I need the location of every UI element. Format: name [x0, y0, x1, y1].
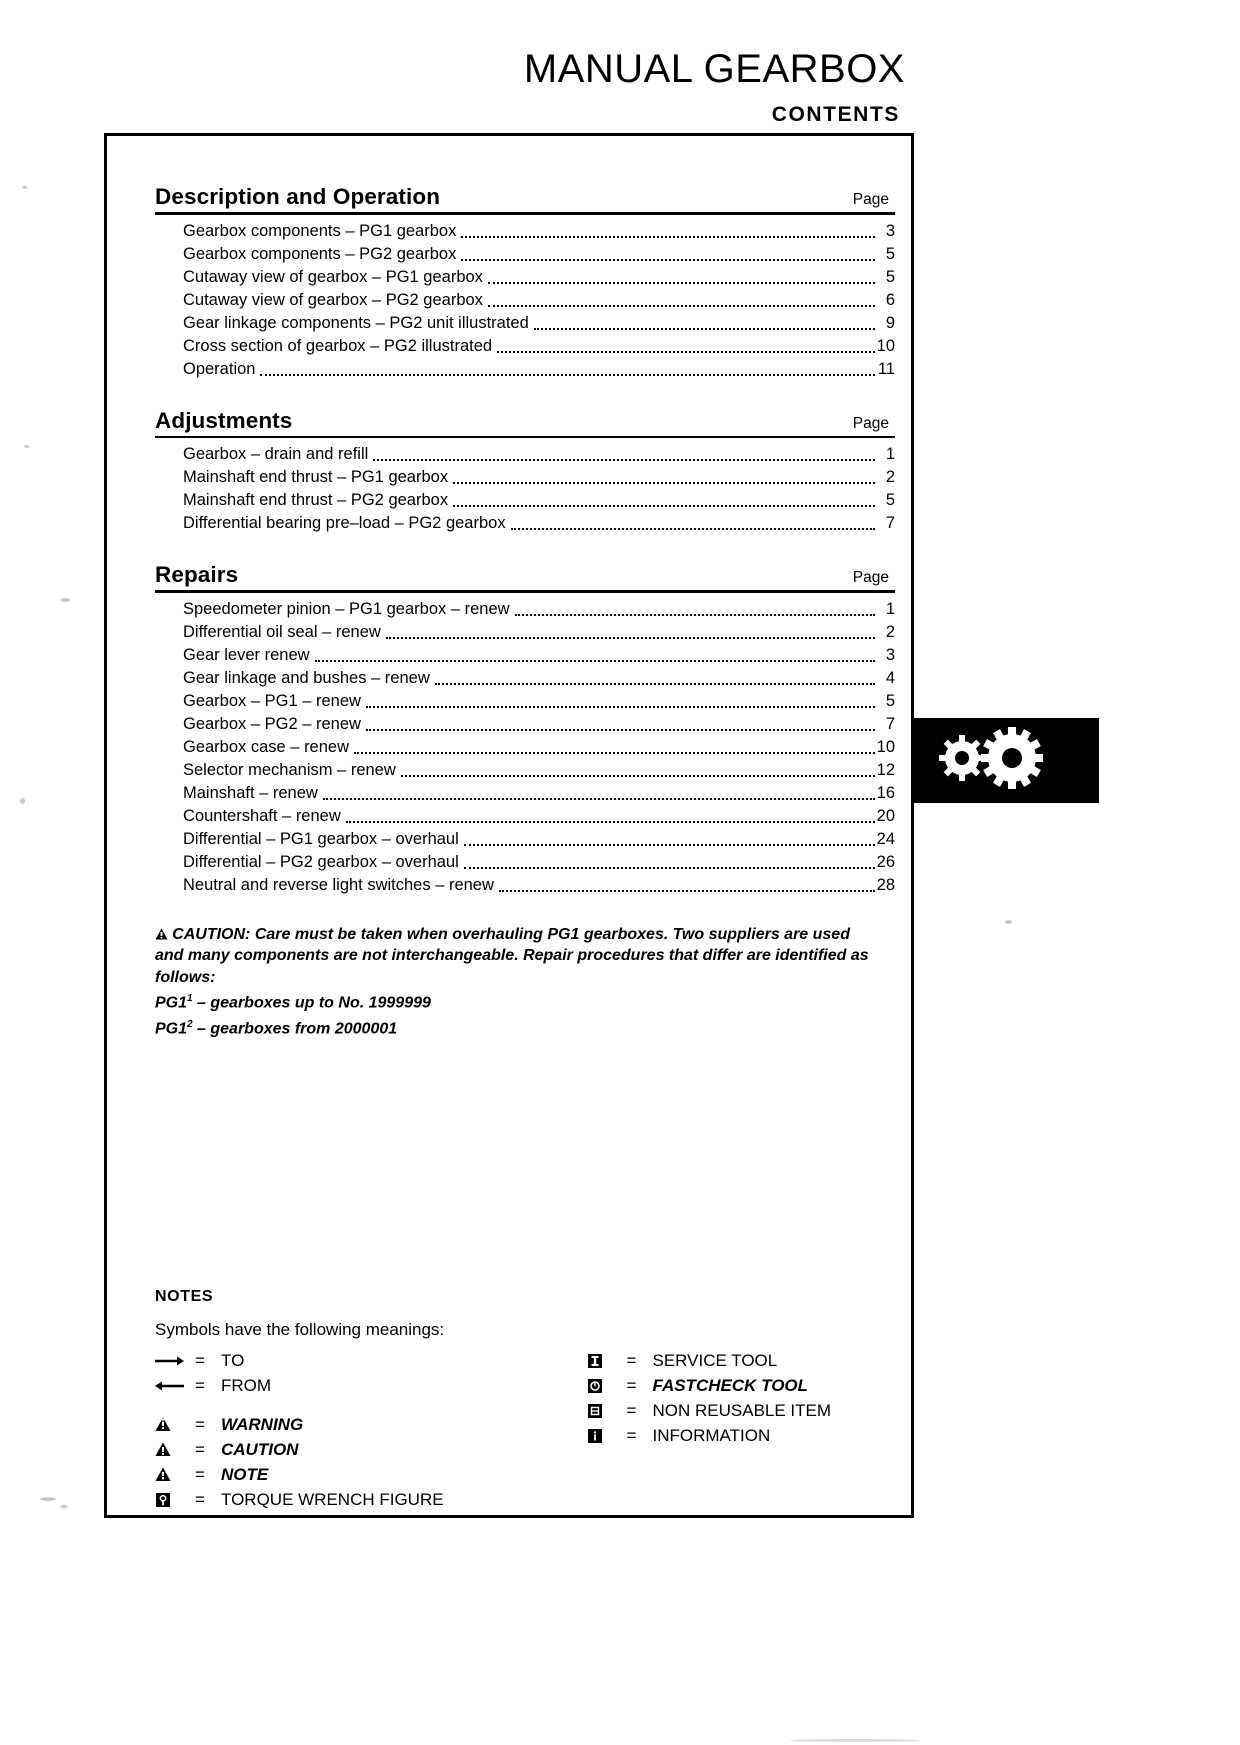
torque-wrench-icon	[155, 1492, 195, 1508]
notes-title: NOTES	[155, 1288, 214, 1305]
toc-entry[interactable]	[155, 667, 895, 690]
toc-entry-label: Gear linkage components – PG2 unit illustrated	[183, 313, 529, 332]
leader-dots	[534, 328, 875, 330]
equals-sign: =	[195, 1465, 205, 1484]
legend-label: NON REUSABLE ITEM	[652, 1401, 832, 1420]
toc-entry-page: 5	[885, 491, 895, 509]
page-title: MANUAL GEARBOX	[523, 47, 905, 91]
leader-dots	[346, 821, 875, 823]
toc-entry-page: 5	[885, 267, 895, 286]
arrow-right-icon	[155, 1355, 195, 1367]
equals-sign: =	[195, 1351, 205, 1370]
legend-label: TORQUE WRENCH FIGURE	[221, 1490, 444, 1509]
leader-dots	[511, 528, 875, 530]
caution-block	[155, 924, 880, 989]
toc-entry-page: 1	[885, 445, 895, 463]
toc-entry-page: 26	[876, 852, 895, 871]
legend-label: TO	[221, 1351, 245, 1370]
pg1-variant-note-2	[155, 1014, 895, 1040]
toc-entry-label: Gearbox – PG1 – renew	[183, 691, 361, 710]
section-rule	[155, 436, 895, 439]
toc-entry-label: Differential – PG1 gearbox – overhaul	[183, 829, 459, 848]
section-title: Description and Operation	[155, 184, 441, 209]
section-adjustments	[155, 408, 895, 536]
toc-entry-page: 9	[885, 313, 895, 332]
toc-entry-label: Gear lever renew	[183, 645, 310, 664]
pg1-variant-note-1	[155, 988, 895, 1014]
section-rule	[155, 590, 895, 593]
toc-entry[interactable]	[155, 828, 895, 851]
contents-frame	[104, 133, 914, 1518]
leader-dots	[386, 637, 875, 639]
legend-label: CAUTION	[221, 1440, 299, 1459]
notes-subtitle: Symbols have the following meanings:	[155, 1320, 445, 1339]
leader-dots	[453, 482, 875, 484]
toc-entry-page: 6	[885, 290, 895, 309]
scan-speck	[40, 1497, 56, 1501]
non-reusable-item-icon	[587, 1403, 627, 1419]
toc-entry[interactable]	[155, 243, 895, 266]
toc-entry[interactable]	[155, 358, 895, 381]
legend-row	[155, 1348, 469, 1373]
toc-entry[interactable]	[155, 289, 895, 312]
toc-entry-label: Differential – PG2 gearbox – overhaul	[183, 852, 459, 871]
toc-entry-page: 3	[885, 645, 895, 664]
leader-dots	[515, 614, 875, 616]
leader-dots	[401, 775, 875, 777]
toc-entry[interactable]	[155, 874, 895, 897]
legend-label: INFORMATION	[652, 1426, 771, 1445]
legend-label: FROM	[221, 1376, 272, 1395]
toc-entry[interactable]	[155, 598, 895, 621]
toc-entry[interactable]	[155, 736, 895, 759]
toc-entry[interactable]	[155, 335, 895, 358]
toc-entry-page: 20	[876, 806, 895, 825]
warning-triangle-icon	[155, 1417, 195, 1432]
toc-entry-page: 5	[885, 691, 895, 710]
toc-entry[interactable]	[155, 512, 895, 535]
scan-speck	[22, 186, 27, 189]
legend-column-left	[155, 1348, 469, 1512]
scan-speck	[24, 445, 30, 448]
toc-entry-page: 10	[876, 737, 895, 756]
equals-sign: =	[626, 1401, 637, 1420]
contents-body	[155, 184, 895, 1040]
toc-entry[interactable]	[155, 851, 895, 874]
toc-entry-page: 11	[877, 359, 895, 378]
toc-entry-page: 2	[885, 468, 895, 486]
toc-entry-page: 1	[885, 599, 895, 618]
legend-label: NOTE	[221, 1465, 269, 1484]
leader-dots	[435, 683, 875, 685]
page-column-label: Page	[852, 191, 889, 208]
leader-dots	[354, 752, 875, 754]
leader-dots	[461, 259, 875, 261]
pg1-variant-superscript: 1	[187, 993, 193, 1004]
section-description-and-operation	[155, 184, 895, 381]
toc-entry-label: Gear linkage and bushes – renew	[183, 668, 430, 687]
section-title: Adjustments	[155, 407, 293, 433]
toc-entry[interactable]	[155, 690, 895, 713]
pg1-variant-text: – gearboxes up to No. 1999999	[192, 994, 431, 1012]
section-header	[155, 184, 895, 212]
section-title: Repairs	[155, 562, 239, 587]
toc-entry-label: Speedometer pinion – PG1 gearbox – renew	[183, 599, 510, 618]
equals-sign: =	[626, 1376, 637, 1395]
toc-entry-page: 7	[885, 514, 895, 532]
scan-speck	[790, 1739, 920, 1742]
toc-entry-page: 4	[885, 668, 895, 687]
leader-dots	[260, 374, 875, 376]
caution-triangle-icon	[155, 926, 172, 943]
section-rule	[155, 212, 895, 215]
toc-entry-label: Countershaft – renew	[183, 806, 341, 825]
toc-entry[interactable]	[155, 312, 895, 335]
toc-entry-page: 7	[885, 714, 895, 733]
legend-label: SERVICE TOOL	[652, 1351, 778, 1370]
page-subtitle: CONTENTS	[771, 103, 900, 126]
legend-row	[155, 1373, 469, 1398]
toc-entry-label: Gearbox components – PG1 gearbox	[183, 221, 457, 240]
leader-dots	[366, 706, 875, 708]
equals-sign: =	[195, 1440, 205, 1459]
leader-dots	[488, 282, 875, 284]
toc-entry[interactable]	[155, 759, 895, 782]
pg1-variant-prefix: PG1	[155, 1020, 188, 1038]
toc-entry-page: 10	[876, 336, 895, 355]
toc-entry[interactable]	[155, 466, 895, 489]
legend-row	[155, 1462, 469, 1487]
caution-body: Care must be taken when overhauling PG1 gearboxes. Two suppliers are used and many components are not interchangeable. Repair procedures that differ are identified as follows:	[155, 925, 869, 986]
gears-icon	[936, 727, 1054, 789]
caution-triangle-icon	[155, 1442, 195, 1457]
equals-sign: =	[195, 1376, 205, 1395]
toc-entry-page: 24	[876, 829, 895, 848]
toc-entry-label: Differential oil seal – renew	[183, 622, 381, 641]
page-column-label: Page	[852, 414, 889, 432]
arrow-left-icon	[155, 1380, 195, 1392]
toc-entry-page: 5	[885, 244, 895, 263]
caution-keyword: CAUTION:	[172, 925, 251, 943]
section-header	[155, 562, 895, 590]
leader-dots	[373, 459, 875, 461]
legend-row	[587, 1423, 901, 1448]
toc-entry-label: Gearbox case – renew	[183, 737, 350, 756]
toc-entry-label: Mainshaft – renew	[183, 783, 318, 802]
equals-sign: =	[626, 1426, 637, 1445]
leader-dots	[488, 305, 875, 307]
legend-row	[155, 1487, 469, 1512]
pg1-variant-text: – gearboxes from 2000001	[192, 1020, 398, 1038]
leader-dots	[315, 660, 875, 662]
toc-entry-label: Mainshaft end thrust – PG1 gearbox	[183, 468, 449, 486]
toc-entry[interactable]	[155, 220, 895, 243]
toc-entry-label: Mainshaft end thrust – PG2 gearbox	[183, 491, 449, 509]
section-repairs	[155, 562, 895, 897]
toc-entry-page: 12	[876, 760, 895, 779]
toc-entry-label: Gearbox – drain and refill	[183, 445, 369, 463]
toc-entry[interactable]	[155, 489, 895, 512]
toc-entry-label: Gearbox components – PG2 gearbox	[183, 244, 457, 263]
toc-entry-label: Cutaway view of gearbox – PG2 gearbox	[183, 290, 483, 309]
legend-row	[155, 1437, 469, 1462]
leader-dots	[453, 505, 875, 507]
toc-entry-label: Selector mechanism – renew	[183, 760, 396, 779]
section-marker-tab	[914, 718, 1099, 803]
toc-entry[interactable]	[155, 782, 895, 805]
leader-dots	[461, 236, 875, 238]
toc-entry-page: 2	[885, 622, 895, 641]
scan-speck	[20, 798, 25, 804]
equals-sign: =	[626, 1351, 637, 1370]
toc-entry-page: 3	[885, 221, 895, 240]
toc-entry-page: 16	[876, 783, 895, 802]
note-triangle-icon	[155, 1467, 195, 1482]
legend-row	[587, 1373, 901, 1398]
notes-block	[155, 1288, 900, 1512]
information-icon	[587, 1428, 627, 1444]
leader-dots	[499, 890, 875, 892]
scan-speck	[60, 1505, 68, 1508]
toc-entry[interactable]	[155, 713, 895, 736]
toc-entry-label: Differential bearing pre–load – PG2 gearbox	[183, 514, 506, 532]
equals-sign: =	[195, 1490, 205, 1509]
toc-entry-label: Cross section of gearbox – PG2 illustrated	[183, 336, 493, 355]
toc-entry[interactable]	[155, 443, 895, 466]
leader-dots	[464, 867, 875, 869]
toc-entry[interactable]	[155, 266, 895, 289]
legend-row	[155, 1412, 469, 1437]
leader-dots	[497, 351, 875, 353]
equals-sign: =	[195, 1415, 205, 1434]
fastcheck-tool-icon	[587, 1378, 627, 1394]
page-header	[0, 0, 1240, 130]
legend-columns	[155, 1348, 900, 1512]
leader-dots	[366, 729, 875, 731]
legend-group-gap	[155, 1398, 469, 1412]
leader-dots	[464, 844, 875, 846]
legend-label: FASTCHECK TOOL	[652, 1376, 809, 1395]
legend-row	[587, 1398, 901, 1423]
toc-entry-page: 28	[876, 875, 895, 894]
service-tool-icon	[587, 1353, 627, 1369]
scan-speck	[1005, 920, 1012, 924]
section-header	[155, 408, 895, 436]
page-column-label: Page	[852, 569, 889, 586]
scan-speck	[60, 598, 70, 602]
toc-entry-label: Neutral and reverse light switches – renew	[183, 875, 494, 894]
toc-entry-label: Operation	[183, 359, 256, 378]
toc-entry-label: Gearbox – PG2 – renew	[183, 714, 361, 733]
legend-column-right	[587, 1348, 901, 1512]
legend-label: WARNING	[221, 1415, 304, 1434]
toc-entry[interactable]	[155, 805, 895, 828]
toc-entry[interactable]	[155, 621, 895, 644]
toc-entry[interactable]	[155, 644, 895, 667]
pg1-variant-prefix: PG1	[155, 994, 188, 1012]
legend-row	[587, 1348, 901, 1373]
toc-entry-label: Cutaway view of gearbox – PG1 gearbox	[183, 267, 483, 286]
leader-dots	[323, 798, 875, 800]
pg1-variant-superscript: 2	[187, 1018, 193, 1030]
